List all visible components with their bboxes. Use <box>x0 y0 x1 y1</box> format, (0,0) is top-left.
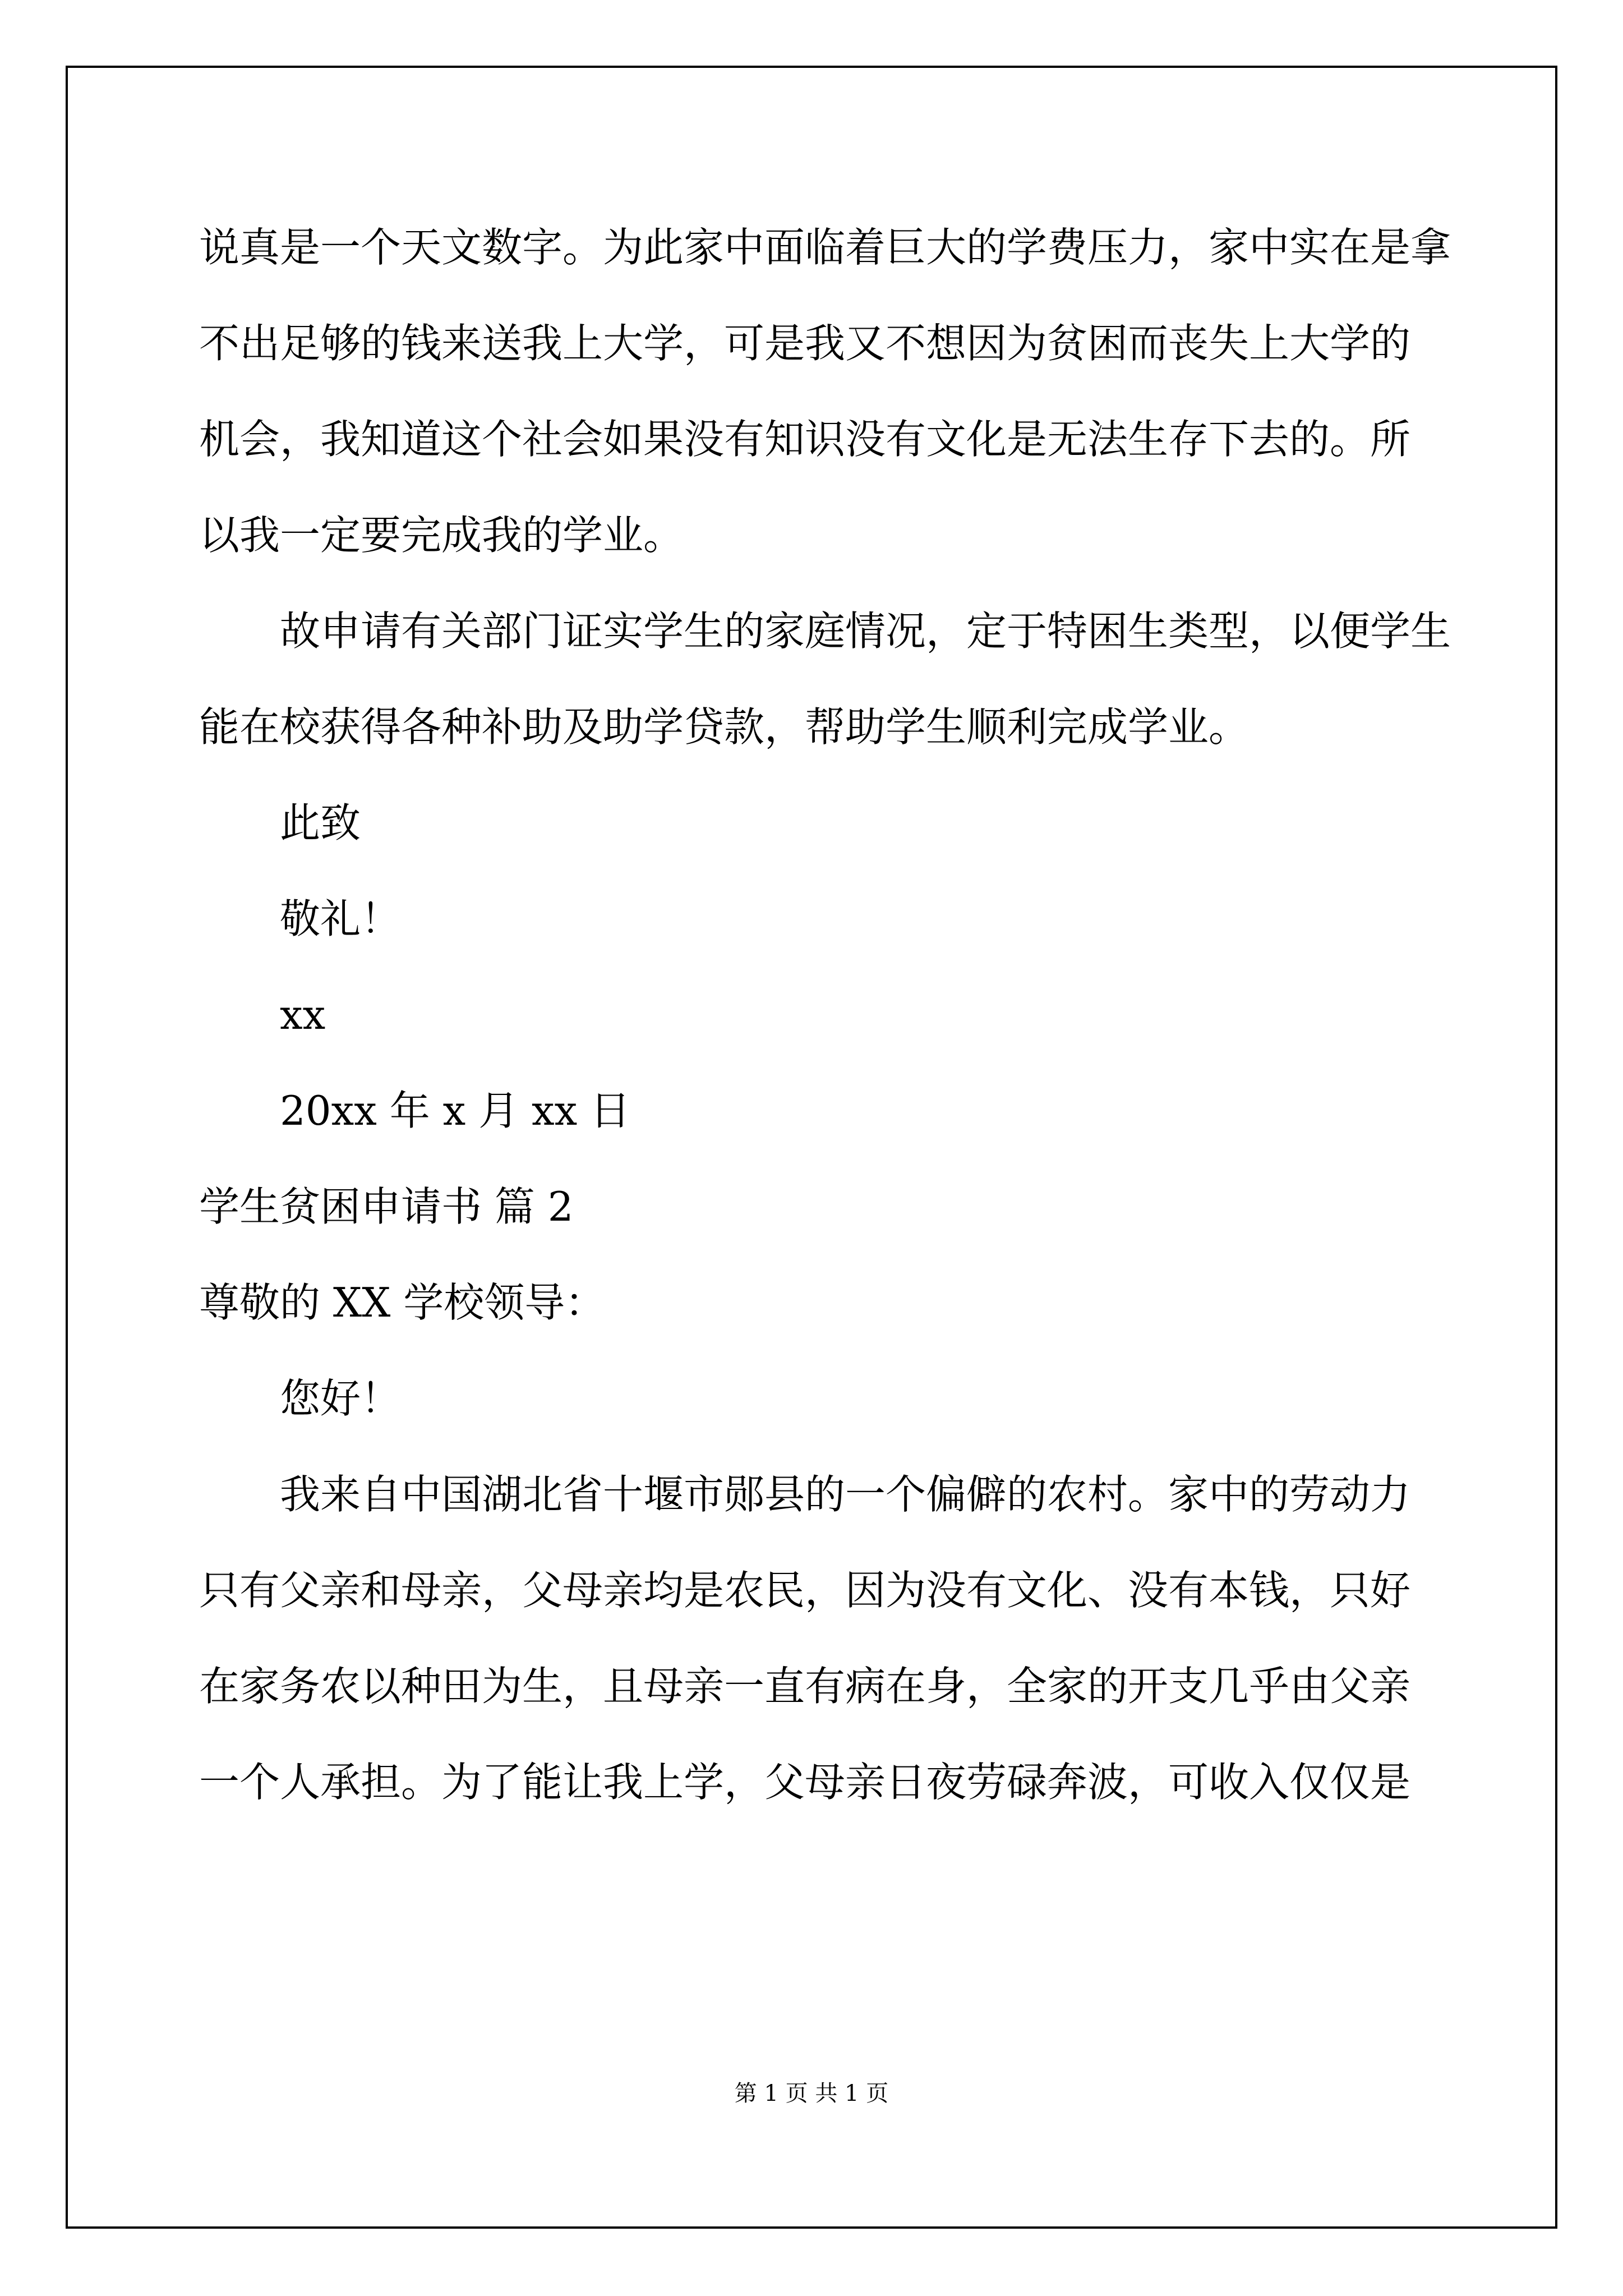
paragraph-1 <box>199 200 1451 583</box>
text-line: 一个人承担。为了能让我上学，父母亲日夜劳碌奔波，可收入仅仅是 <box>199 1759 1411 1806</box>
paragraph-2 <box>199 583 1451 775</box>
text-line: 我来自中国湖北省十堰市郧县的一个偏僻的农村。家中的劳动力 <box>280 1471 1411 1518</box>
text-line: 故申请有关部门证实学生的家庭情况，定于特困生类型，以便学生 <box>280 608 1451 655</box>
text-line: 不出足够的钱来送我上大学，可是我又不想因为贫困而丧失上大学的 <box>199 320 1411 367</box>
letter-addressee <box>199 1255 1433 1351</box>
text-line: 说真是一个天文数字。为此家中面临着巨大的学费压力，家中实在是拿 <box>199 224 1451 271</box>
page-footer <box>0 2076 1623 2108</box>
text-line: 20xx 年 x 月 xx 日 <box>280 1087 631 1134</box>
document-body <box>199 200 1451 1830</box>
paragraph-3 <box>199 1447 1433 1830</box>
closing-regards <box>199 871 1433 967</box>
text-line: 机会，我知道这个社会如果没有知识没有文化是无法生存下去的。所 <box>199 416 1411 463</box>
text-line: 以我一定要完成我的学业。 <box>199 512 684 559</box>
section-heading <box>199 1159 1433 1255</box>
letter-greeting <box>199 1351 1433 1447</box>
text-line: xx <box>280 991 326 1038</box>
text-line: 您好！ <box>280 1375 402 1422</box>
text-line: 此致 <box>280 799 361 846</box>
signature-date <box>199 1063 1433 1159</box>
text-line: 敬礼！ <box>280 895 402 942</box>
closing-salutation <box>199 775 1433 871</box>
page-number: 第 1 页 共 1 页 <box>734 2081 889 2106</box>
text-line: 能在校获得各种补助及助学贷款，帮助学生顺利完成学业。 <box>199 703 1249 751</box>
text-line: 只有父亲和母亲，父母亲均是农民，因为没有文化、没有本钱，只好 <box>199 1567 1411 1614</box>
text-line: 尊敬的 XX 学校领导： <box>199 1279 606 1326</box>
text-line: 在家务农以种田为生，且母亲一直有病在身，全家的开支几乎由父亲 <box>199 1663 1411 1710</box>
text-line: 学生贫困申请书 篇 2 <box>199 1183 574 1230</box>
signature-name <box>199 967 1433 1063</box>
